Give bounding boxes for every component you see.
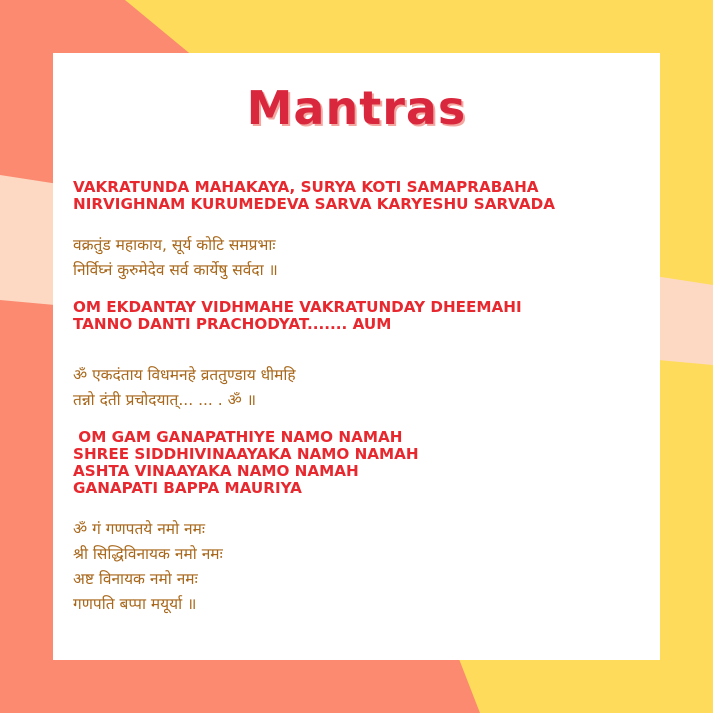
mantra-line: VAKRATUNDA MAHAKAYA, SURYA KOTI SAMAPRABAHA [73,178,539,196]
mantra-hindi-block-3 [73,517,223,617]
mantras-card [53,53,660,660]
mantra-english-block-3 [73,429,419,497]
mantra-line: ASHTA VINAAYAKA NAMO NAMAH [73,462,359,480]
mantra-line: OM EKDANTAY VIDHMAHE VAKRATUNDAY DHEEMAHI [73,298,522,316]
mantra-line: GANAPATI BAPPA MAURIYA [73,479,302,497]
mantra-line: गणपति बप्पा मयूर्या ॥ [73,595,197,613]
mantra-line: अष्ट विनायक नमो नमः [73,570,198,588]
mantra-line: वक्रतुंड महाकाय, सूर्य कोटि समप्रभाः [73,236,276,254]
mantra-line: तन्नो दंती प्रचोदयात्... ... . ॐ ॥ [73,391,256,409]
mantra-line: OM GAM GANAPATHIYE NAMO NAMAH [73,428,403,446]
mantra-line: ॐ एकदंताय विधमनहे व्रततुण्डाय धीमहि [73,366,296,384]
mantra-hindi-block-1 [73,233,278,283]
mantra-line: SHREE SIDDHIVINAAYAKA NAMO NAMAH [73,445,419,463]
mantra-line: TANNO DANTI PRACHODYAT....... AUM [73,315,392,333]
mantra-english-block-2 [73,299,522,333]
mantra-line: NIRVIGHNAM KURUMEDEVA SARVA KARYESHU SARVADA [73,195,555,213]
mantra-line: निर्विघ्नं कुरुमेदेव सर्व कार्येषु सर्वदा ॥ [73,261,278,279]
mantra-line: श्री सिद्धिविनायक नमो नमः [73,545,223,563]
mantra-english-block-1 [73,179,555,213]
mantra-line: ॐ गं गणपतये नमो नमः [73,520,206,538]
page-title: Mantras [246,81,467,135]
mantra-hindi-block-2 [73,363,296,413]
